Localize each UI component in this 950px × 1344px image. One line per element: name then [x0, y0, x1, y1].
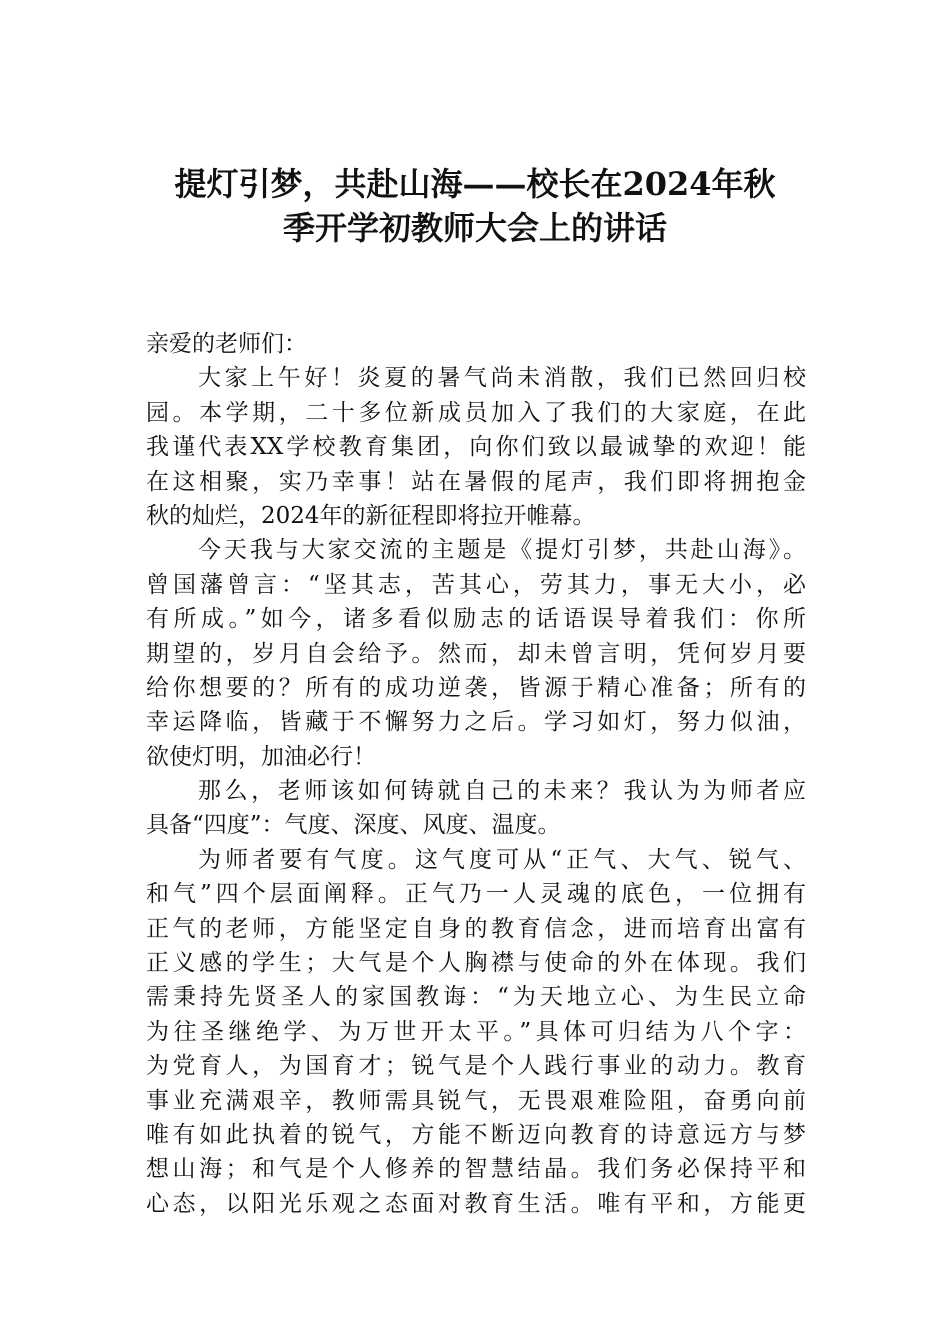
body-line: 和气”四个层面阐释。正气乃一人灵魂的底色，一位拥有	[146, 881, 806, 908]
body-line: 幸运降临，皆藏于不懈努力之后。学习如灯，努力似油，	[146, 709, 806, 736]
body-line: 大家上午好！炎夏的暑气尚未消散，我们已然回归校	[198, 365, 806, 392]
body-line: 欲使灯明，加油必行！	[146, 743, 376, 770]
body-line: 正义感的学生；大气是个人胸襟与使命的外在体现。我们	[146, 950, 806, 977]
body-line: 今天我与大家交流的主题是《提灯引梦，共赴山海》。	[198, 537, 806, 564]
body-line: 为往圣继绝学、为万世开太平。”具体可归结为八个字：	[146, 1018, 806, 1045]
document-title-line-2: 季开学初教师大会上的讲话	[282, 209, 667, 247]
body-line: 亲爱的老师们：	[146, 331, 307, 357]
body-line: 有所成。”如今，诸多看似励志的话语误导着我们：你所	[146, 606, 806, 633]
body-line: 我谨代表XX学校教育集团，向你们致以最诚挚的欢迎！能	[146, 434, 806, 461]
body-line: 那么，老师该如何铸就自己的未来？我认为为师者应	[198, 778, 806, 805]
body-line: 曾国藩曾言：“坚其志，苦其心，劳其力，事无大小，必	[146, 571, 806, 598]
body-line: 为党育人，为国育才；锐气是个人践行事业的动力。教育	[146, 1053, 806, 1080]
body-line: 需秉持先贤圣人的家国教诲：“为天地立心、为生民立命	[146, 984, 806, 1011]
body-line: 给你想要的？所有的成功逆袭，皆源于精心准备；所有的	[146, 674, 806, 701]
body-line: 唯有如此执着的锐气，方能不断迈向教育的诗意远方与梦	[146, 1121, 806, 1148]
body-line: 具备“四度”：气度、深度、风度、温度。	[146, 812, 561, 839]
body-line: 在这相聚，实乃幸事！站在暑假的尾声，我们即将拥抱金	[146, 468, 806, 495]
body-line: 期望的，岁月自会给予。然而，却未曾言明，凭何岁月要	[146, 640, 806, 667]
body-line: 为师者要有气度。这气度可从“正气、大气、锐气、	[198, 846, 806, 873]
document-body	[146, 327, 806, 1221]
body-line: 正气的老师，方能坚定自身的教育信念，进而培育出富有	[146, 915, 806, 942]
body-line: 想山海；和气是个人修养的智慧结晶。我们务必保持平和	[146, 1156, 806, 1183]
body-line: 心态，以阳光乐观之态面对教育生活。唯有平和，方能更	[146, 1190, 806, 1217]
body-line: 秋的灿烂，2024年的新征程即将拉开帷幕。	[146, 502, 596, 529]
body-line: 事业充满艰辛，教师需具锐气，无畏艰难险阻，奋勇向前	[146, 1087, 806, 1114]
body-line: 园。本学期，二十多位新成员加入了我们的大家庭，在此	[146, 399, 806, 426]
document-title-line-1: 提灯引梦，共赴山海——校长在2024年秋	[174, 165, 776, 203]
